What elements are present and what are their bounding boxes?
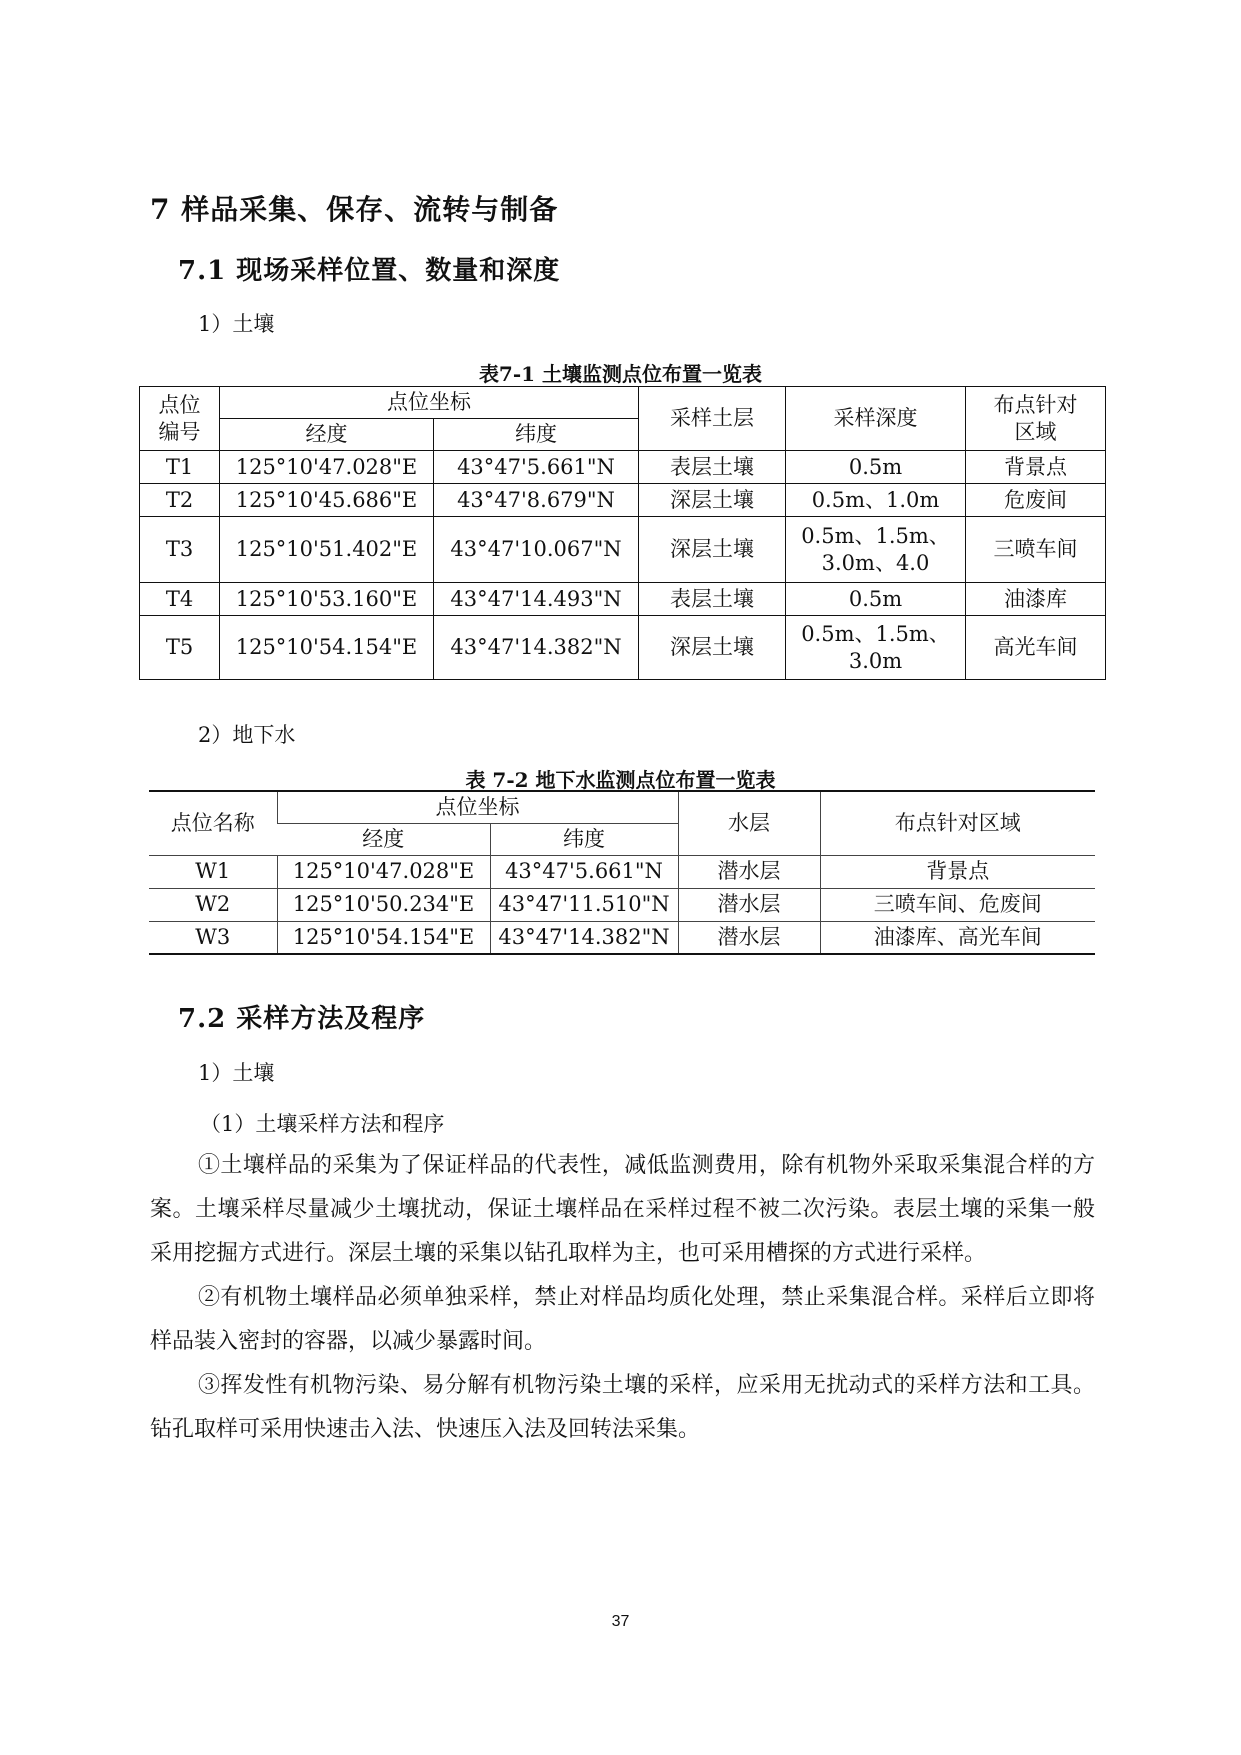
subsection-title-7-2: 7.2 采样方法及程序 <box>178 1004 426 1034</box>
cell-lon: 125°10'47.028"E <box>220 451 434 484</box>
item-label-groundwater: 2）地下水 <box>198 723 296 747</box>
cell-lat: 43°47'14.382"N <box>434 616 639 680</box>
cell-area: 三喷车间 <box>966 517 1106 583</box>
paragraph: ③挥发性有机物污染、易分解有机物污染土壤的采样，应采用无扰动式的采样方法和工具。钻孔取样可采用快速击入法、快速压入法及回转法采集。 <box>150 1373 1095 1442</box>
header-cell: 采样土层 <box>639 387 786 451</box>
cell-layer: 潜水层 <box>678 921 820 954</box>
cell-lon: 125°10'50.234"E <box>277 888 490 921</box>
soil-monitoring-table <box>139 386 1106 680</box>
item-label-soil-2: 1）土壤 <box>198 1061 275 1085</box>
cell-lat: 43°47'14.493"N <box>434 583 639 616</box>
cell-depth: 0.5m <box>786 451 966 484</box>
depth-text: 0.5m、1.5m、 3.0m <box>801 621 950 673</box>
cell-lat: 43°47'5.661"N <box>434 451 639 484</box>
cell-lat: 43°47'8.679"N <box>434 484 639 517</box>
cell-layer: 深层土壤 <box>639 616 786 680</box>
table1-caption: 表7-1 土壤监测点位布置一览表 <box>478 362 763 386</box>
cell-lat: 43°47'11.510"N <box>490 888 678 921</box>
header-cell: 纬度 <box>490 823 678 855</box>
header-cell: 点位坐标 <box>220 387 639 419</box>
subsection-title-7-1: 7.1 现场采样位置、数量和深度 <box>178 256 561 286</box>
cell-area: 背景点 <box>966 451 1106 484</box>
header-cell <box>966 387 1106 451</box>
cell-area: 危废间 <box>966 484 1106 517</box>
cell-layer: 潜水层 <box>678 855 820 888</box>
item-label-soil: 1）土壤 <box>198 312 275 336</box>
cell-area: 三喷车间、危废间 <box>820 888 1095 921</box>
cell-layer: 深层土壤 <box>639 517 786 583</box>
depth-text: 0.5m、1.5m、 3.0m、4.0 <box>801 523 950 575</box>
cell-area: 背景点 <box>820 855 1095 888</box>
cell-lat: 43°47'5.661"N <box>490 855 678 888</box>
cell-lon: 125°10'47.028"E <box>277 855 490 888</box>
page-number: 37 <box>611 1613 630 1630</box>
cell-lat: 43°47'10.067"N <box>434 517 639 583</box>
table-header-row <box>140 387 1106 419</box>
cell-id: T3 <box>140 517 220 583</box>
cell-depth <box>786 517 966 583</box>
table-row <box>140 517 1106 583</box>
table-row <box>149 855 1095 888</box>
item-label-soil-method: （1）土壤采样方法和程序 <box>200 1112 445 1136</box>
cell-id: T1 <box>140 451 220 484</box>
cell-layer: 潜水层 <box>678 888 820 921</box>
cell-id: T5 <box>140 616 220 680</box>
cell-lat: 43°47'14.382"N <box>490 921 678 954</box>
cell-depth: 0.5m、1.0m <box>786 484 966 517</box>
table-row <box>140 616 1106 680</box>
header-cell: 点位坐标 <box>277 791 678 823</box>
table-header-row <box>149 791 1095 823</box>
cell-lon: 125°10'51.402"E <box>220 517 434 583</box>
cell-layer: 表层土壤 <box>639 451 786 484</box>
paragraph: ②有机物土壤样品必须单独采样，禁止对样品均质化处理，禁止采集混合样。采样后立即将样品装入密封的容器，以减少暴露时间。 <box>150 1285 1095 1354</box>
paragraph: ①土壤样品的采集为了保证样品的代表性，减低监测费用，除有机物外采取采集混合样的方案。土壤采样尽量减少土壤扰动，保证土壤样品在采样过程不被二次污染。表层土壤的采集一般采用挖掘方式进行。深层土壤的采集以钻孔取样为主，也可采用槽探的方式进行采样。 <box>150 1153 1095 1266</box>
cell-id: T2 <box>140 484 220 517</box>
groundwater-monitoring-table <box>149 790 1095 955</box>
cell-area: 油漆库、高光车间 <box>820 921 1095 954</box>
method-paragraphs <box>150 1144 1095 1452</box>
header-cell: 经度 <box>277 823 490 855</box>
section-title: 7 样品采集、保存、流转与制备 <box>150 193 559 226</box>
header-cell: 采样深度 <box>786 387 966 451</box>
cell-lon: 125°10'53.160"E <box>220 583 434 616</box>
header-cell: 布点针对区域 <box>820 791 1095 855</box>
header-cell: 纬度 <box>434 419 639 451</box>
table-row <box>140 451 1106 484</box>
cell-id: W1 <box>149 855 277 888</box>
cell-layer: 表层土壤 <box>639 583 786 616</box>
cell-id: W3 <box>149 921 277 954</box>
cell-area: 高光车间 <box>966 616 1106 680</box>
cell-lon: 125°10'54.154"E <box>277 921 490 954</box>
header-cell: 水层 <box>678 791 820 855</box>
header-area: 布点针对 区域 <box>993 392 1078 444</box>
header-point-id: 点位 编号 <box>158 392 201 444</box>
header-cell: 点位名称 <box>149 791 277 855</box>
cell-layer: 深层土壤 <box>639 484 786 517</box>
header-cell: 经度 <box>220 419 434 451</box>
cell-lon: 125°10'45.686"E <box>220 484 434 517</box>
header-cell <box>140 387 220 451</box>
table-row <box>149 921 1095 954</box>
cell-lon: 125°10'54.154"E <box>220 616 434 680</box>
cell-id: T4 <box>140 583 220 616</box>
table2-caption: 表 7-2 地下水监测点位布置一览表 <box>465 768 776 792</box>
table-row <box>140 484 1106 517</box>
table-row <box>140 583 1106 616</box>
cell-depth <box>786 616 966 680</box>
table-row <box>149 888 1095 921</box>
cell-area: 油漆库 <box>966 583 1106 616</box>
cell-id: W2 <box>149 888 277 921</box>
cell-depth: 0.5m <box>786 583 966 616</box>
